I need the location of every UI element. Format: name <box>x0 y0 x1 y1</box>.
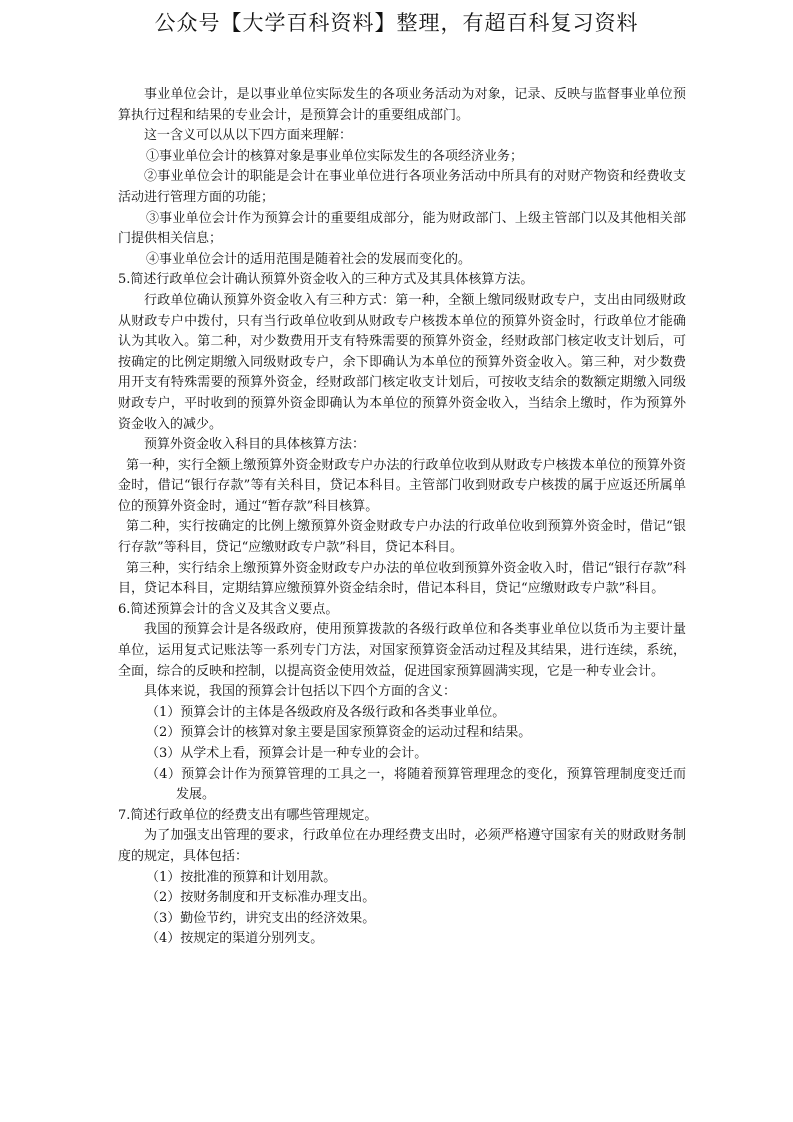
question-6-point-4: （4）预算会计作为预算管理的工具之一，将随着预算管理理念的变化，预算管理制度变迁而发展。 <box>146 766 686 803</box>
question-5-method-3: 第三种，实行结余上缴预算外资金财政专户办法的单位收到预算外资金收入时，借记“银行存款”科目，贷记本科目，定期结算应缴预算外资金结余时，借记本科目，贷记“应缴财政专户款”科目。 <box>118 560 686 597</box>
question-6-point-2: （2）预算会计的核算对象主要是国家预算资金的运动过程和结果。 <box>146 725 532 741</box>
question-5-title: 5.简述行政单位会计确认预算外资金收入的三种方式及其具体核算方法。 <box>118 272 534 288</box>
question-5-answer: 行政单位确认预算外资金收入有三种方式：第一种，全额上缴同级财政专户，支出由同级财政从财政专户中拨付，只有当行政单位收到从财政专户核拨本单位的预算外资金时，行政单位才能确认为其收入。第二种，对少数费用开支有特殊需要的预算外资金，经财政部门核定收支计划后，可按确定的比例定期缴入同级财政专户，余下即确认为本单位的预算外资金收入。第三种，对少数费用开支有特殊需要的预算外资金，经财政部门核定收支计划后，可按收支结余的数额定期缴入同级财政专户，平时收到的预算外资金即确认为本单位的预算外资金收入，当结余上缴时，作为预算外资金收入的减少。 <box>118 292 686 432</box>
intro-point-1: ①事业单位会计的核算对象是事业单位实际发生的各项经济业务； <box>146 148 524 164</box>
question-7-answer: 为了加强支出管理的要求，行政单位在办理经费支出时，必须严格遵守国家有关的财政财务制度的规定，具体包括： <box>118 828 686 864</box>
question-5-method-2: 第二种，实行按确定的比例上缴预算外资金财政专户办法的行政单位收到预算外资金时，借记“银行存款”等科目，贷记“应缴财政专户款”科目，贷记本科目。 <box>118 519 686 556</box>
question-6-point-3: （3）从学术上看，预算会计是一种专业的会计。 <box>146 746 428 761</box>
question-6-lead: 具体来说，我国的预算会计包括以下四个方面的含义： <box>144 684 457 700</box>
intro-definition: 事业单位会计，是以事业单位实际发生的各项业务活动为对象，记录、反映与监督事业单位预算执行过程和结果的专业会计，是预算会计的重要组成部门。 <box>118 87 686 123</box>
page-header-title: 公众号【大学百科资料】整理，有超百科复习资料 <box>154 11 639 35</box>
intro-lead: 这一含义可以从以下四方面来理解： <box>144 128 353 144</box>
question-7-point-4: （4）按规定的渠道分别列支。 <box>146 931 324 947</box>
intro-point-4: ④事业单位会计的适用范围是随着社会的发展而变化的。 <box>146 251 472 267</box>
question-7-point-3: （3）勤俭节约，讲究支出的经济效果。 <box>146 910 376 926</box>
question-5-method-1: 第一种，实行全额上缴预算外资金财政专户办法的行政单位收到从财政专户核拨本单位的预算外资金时，借记“银行存款”等有关科目，贷记本科目。主管部门收到财政专户核拨的属于应返还所属单位的预算外资金时，通过“暂存款”科目核算。 <box>118 457 686 514</box>
question-6-answer: 我国的预算会计是各级政府，使用预算拨款的各级行政单位和各类事业单位以货币为主要计量单位，运用复式记账法等一系列专门方法，对国家预算资金活动过程及其结果，进行连续，系统，全面，综合的反映和控制，以提高资金使用效益，促进国家预算圆满实现，它是一种专业会计。 <box>118 622 686 679</box>
intro-point-3: ③事业单位会计作为预算会计的重要组成部分，能为财政部门、上级主管部门以及其他相关部门提供相关信息； <box>118 210 686 247</box>
intro-point-2: ②事业单位会计的职能是会计在事业单位进行各项业务活动中所具有的对财产物资和经费收支活动进行管理方面的功能； <box>118 169 686 205</box>
document-body <box>118 85 686 950</box>
question-6-title: 6.简述预算会计的含义及其含义要点。 <box>118 601 339 617</box>
question-7-point-2: （2）按财务制度和开支标准办理支出。 <box>146 890 376 906</box>
question-6-point-1: （1）预算会计的主体是各级政府及各级行政和各类事业单位。 <box>146 704 506 720</box>
question-5-method-lead: 预算外资金收入科目的具体核算方法： <box>144 437 366 453</box>
question-7-point-1: （1）按批准的预算和计划用款。 <box>146 869 337 885</box>
question-7-title: 7.简述行政单位的经费支出有哪些管理规定。 <box>118 807 378 823</box>
